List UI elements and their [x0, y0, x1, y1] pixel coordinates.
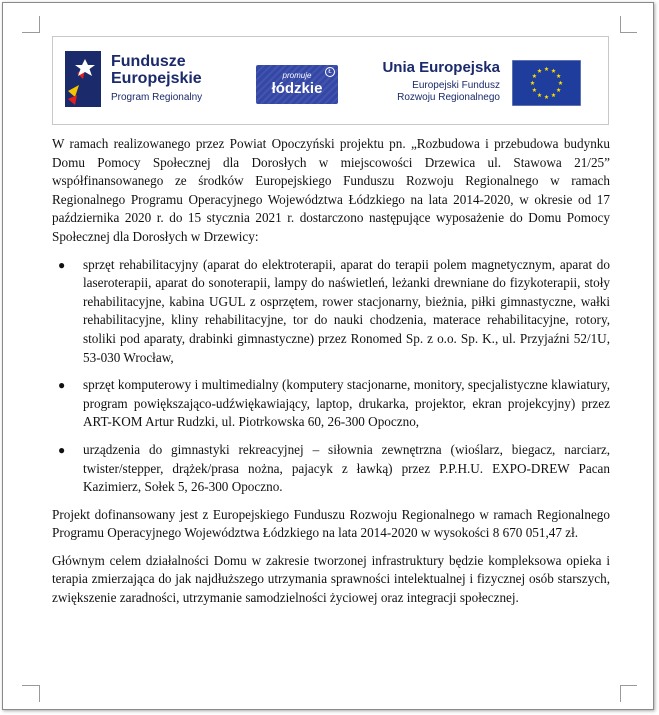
list-item-text: sprzęt rehabilitacyjny (aparat do elektroterapii, aparat do terapii polem magnetycznym, aparat do laseroterapii, aparat do sonoterapii, lampy do naświetleń, leżanki drewniane do fizykoterapii, stoły rehabilitacyjne, kabina UGUL z osprzętem, rower stacjonarny, bieżnia, piłki gimnastyczne, wałki rehabilitacyjne, kliny rehabilitacyjne, tor do nauki chodzenia, materace rehabilitacyjne, rotory, stoliki pod aparaty, drabinki gimnastyczne) przez Ronomed Sp. z o.o. Sp. K., ul. Przyjaźni 52/1U, 53-030 Wrocław, [83, 256, 610, 365]
unia-europejska-logo-text [365, 59, 500, 104]
eu-funding-logo-bar [52, 36, 609, 125]
list-item-text: sprzęt komputerowy i multimedialny (komputery stacjonarne, monitory, specjalistyczne klawiatury, program powiększająco-udźwiękawiający, laptop, drukarka, projektor, ekran projekcyjny) przez ART-KOM Artur Rudzki, ul. Piotrkowska 60, 26-300 Opoczno, [83, 377, 610, 430]
bullet-icon: ● [58, 442, 66, 457]
lodzkie-logo-main: łódzkie [271, 80, 323, 97]
crop-mark-top-right-v [620, 16, 621, 33]
bullet-icon: ● [58, 257, 66, 272]
crop-mark-bottom-left-v [39, 685, 40, 702]
list-item [58, 376, 610, 432]
crop-mark-top-left-h [22, 32, 39, 33]
promuje-lodzkie-logo [256, 65, 338, 104]
list-item [58, 441, 610, 497]
goal-paragraph: Głównym celem działalności Domu w zakresie tworzonej infrastruktury będzie kompleksowa opieka i terapia zmierzająca do jak najdłuższego utrzymania sprawności intelektualnej i fizycznej osób starszych, zwiększenie zaradności, utrzymanie samodzielności życiowej oraz integracji społecznej. [52, 552, 610, 606]
list-item-text: urządzenia do gimnastyki rekreacyjnej – siłownia zewnętrzna (wioślarz, biegacz, narciarz, twister/stepper, drążek/prasa nożna, pajacyk z ławką) przez P.P.H.U. EXPO-DREW Pacan Kazimierz, Sołek 5, 26-300 Opoczno. [83, 441, 610, 495]
fundusze-europejskie-icon [65, 51, 101, 107]
eu-flag-icon [512, 60, 581, 106]
fe-logo-line1: Fundusze [111, 53, 186, 70]
lodzkie-logo-mark: Ł [325, 67, 335, 77]
fe-logo-line2: Europejskie [111, 70, 202, 87]
intro-paragraph: W ramach realizowanego przez Powiat Opoczyński projektu pn. „Rozbudowa i przebudowa budynku Domu Pomocy Społecznej dla Dorosłych w miejscowości Drzewica ul. Stawowa 21/25” współfinansowanego ze środków Europejskiego Funduszu Rozwoju Regionalnego w ramach Regionalnego Programu Operacyjnego Województwa Łódzkiego na lata 2014-2020, w okresie od 17 października 2020 r. do 15 stycznia 2021 r. dostarczono następujące wyposażenie do Domu Pomocy Społecznej dla Dorosłych w Drzewicy: [52, 136, 610, 244]
equipment-list [52, 256, 610, 497]
ue-logo-line1: Unia Europejska [382, 59, 500, 76]
crop-mark-top-right-h [620, 32, 637, 33]
ue-logo-line2: Europejski Fundusz [412, 80, 500, 91]
document-body [52, 135, 610, 617]
ue-logo-line3: Rozwoju Regionalnego [397, 92, 500, 103]
crop-mark-bottom-left-h [22, 685, 39, 686]
fe-logo-line3: Program Regionalny [111, 92, 203, 103]
bullet-icon: ● [58, 378, 66, 393]
financing-paragraph: Projekt dofinansowany jest z Europejskiego Funduszu Rozwoju Regionalnego w ramach Regionalnego Programu Operacyjnego Województwa Łódzkiego na lata 2014-2020 w wysokości 8 670 051,47 zł. [52, 506, 610, 541]
crop-mark-bottom-right-h [620, 685, 637, 686]
fundusze-europejskie-logo-text [111, 53, 202, 105]
lodzkie-logo-top: promuje [282, 71, 312, 80]
crop-mark-bottom-right-v [620, 685, 621, 702]
crop-mark-top-left-v [39, 16, 40, 33]
list-item [58, 256, 610, 368]
